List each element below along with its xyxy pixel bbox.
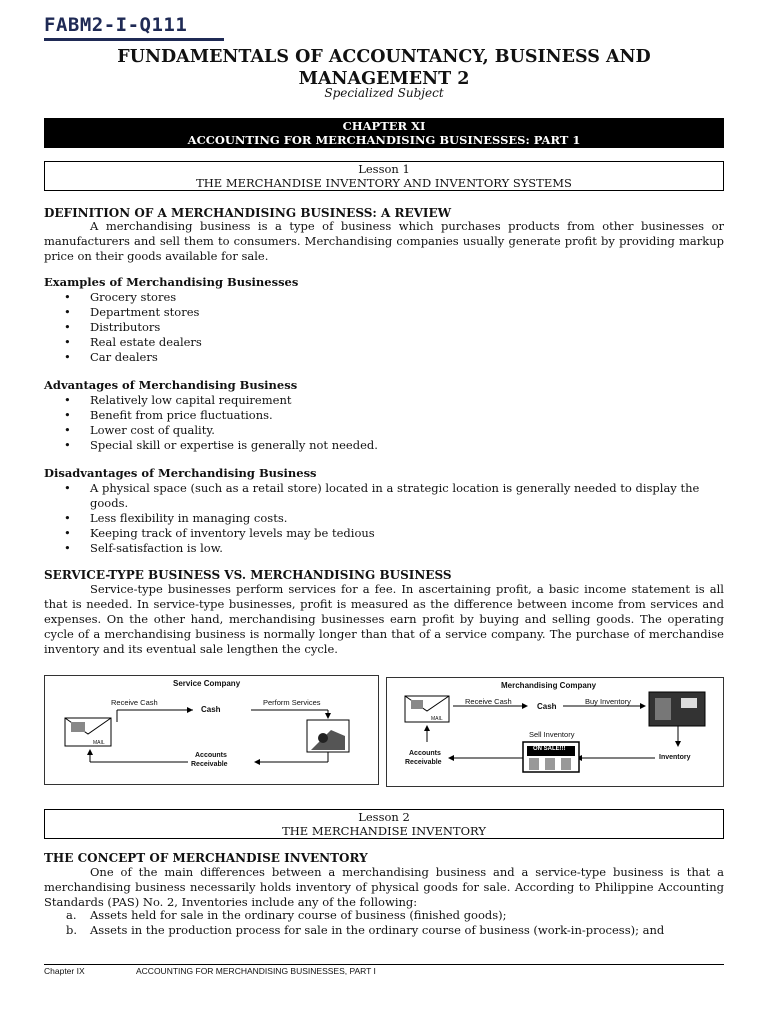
inventory-types-list — [44, 908, 724, 938]
merch-mail-label: MAIL — [431, 716, 443, 722]
concept-paragraph — [44, 865, 724, 910]
footer-title: ACCOUNTING FOR MERCHANDISING BUSINESSES, PART I — [136, 966, 376, 976]
lesson-1-box — [44, 161, 724, 191]
list-item: • Lower cost of quality. — [64, 423, 215, 437]
chapter-title: ACCOUNTING FOR MERCHANDISING BUSINESSES: PART 1 — [187, 133, 581, 147]
document-title-line-1: FUNDAMENTALS OF ACCOUNTANCY, BUSINESS AND — [117, 47, 651, 67]
merch-accounts-receivable-2: Receivable — [405, 759, 442, 766]
merch-receive-cash-label: Receive Cash — [465, 697, 512, 706]
chapter-number: CHAPTER XI — [342, 119, 426, 133]
footer-rule — [44, 964, 724, 965]
lesson-2-box — [44, 809, 724, 839]
comparison-text: Service-type businesses perform services for a fee. In ascertaining profit, a basic income statement is all that is needed. In service-type businesses, profit is measured as the difference between income from services and expenses. On the other hand, merchandising businesses earn profit by buying and selling goods. The operating cycle of a merchandising business is normally longer than that of a service company. The purchase of merchandise inventory and its eventual sale lengthen the cycle. — [44, 582, 724, 656]
lesson-2-label: Lesson 2 — [358, 810, 410, 824]
chapter-banner — [44, 118, 724, 148]
service-cash-label: Cash — [201, 705, 221, 714]
merch-sell-inventory-label: Sell Inventory — [529, 730, 575, 739]
list-item: a. Assets held for sale in the ordinary course of business (finished goods); — [66, 908, 507, 922]
service-accounts-receivable-1: Accounts — [195, 752, 227, 759]
service-diagram-title: Service Company — [173, 679, 241, 688]
merch-buy-inventory-label: Buy Inventory — [585, 697, 631, 706]
definition-heading: DEFINITION OF A MERCHANDISING BUSINESS: A REVIEW — [44, 206, 452, 220]
examples-heading: Examples of Merchandising Businesses — [44, 275, 299, 289]
list-item: • Grocery stores — [64, 290, 177, 304]
definition-text: A merchandising business is a type of business which purchases products from other businesses or manufacturers and sell them to consumers. Merchandising companies usually generate profit by providing markup price on their goods available for sale. — [44, 219, 724, 263]
code-underline — [44, 38, 224, 41]
list-item: • Self-satisfaction is low. — [64, 541, 223, 555]
list-item: b. Assets in the production process for sale in the ordinary course of business (work-in-process); and — [66, 923, 665, 937]
merch-inventory-label: Inventory — [659, 754, 691, 761]
comparison-paragraph — [44, 582, 724, 657]
service-company-diagram — [44, 675, 379, 785]
document-title-line-2: MANAGEMENT 2 — [298, 69, 470, 89]
concept-text: One of the main differences between a merchandising business and a service-type business is that a merchandising business necessarily holds inventory of physical goods for sale. According to Philippine Accounting Standards (PAS) No. 2, Inventories include any of the following: — [44, 865, 724, 909]
lesson-1-title: THE MERCHANDISE INVENTORY AND INVENTORY SYSTEMS — [196, 175, 572, 190]
list-item: • Less flexibility in managing costs. — [64, 511, 288, 525]
list-item: • A physical space (such as a retail store) located in a strategic location is generally needed to display the goods. — [64, 481, 700, 510]
definition-paragraph — [44, 219, 724, 264]
merch-on-sale-label: ON SALE!!! — [533, 746, 566, 752]
list-item: • Real estate dealers — [64, 335, 202, 349]
lesson-1-label: Lesson 1 — [358, 162, 410, 176]
course-code: FABM2-I-Q111 — [44, 14, 188, 36]
footer-chapter: Chapter IX — [44, 966, 85, 976]
merchandising-company-diagram — [386, 677, 724, 787]
list-item: • Special skill or expertise is generally not needed. — [64, 438, 378, 452]
merchandising-diagram-title: Merchandising Company — [501, 681, 597, 690]
examples-list — [44, 290, 724, 365]
merch-accounts-receivable-1: Accounts — [409, 750, 441, 757]
service-receive-cash-label: Receive Cash — [111, 698, 158, 707]
list-item: • Keeping track of inventory levels may be tedious — [64, 526, 375, 540]
merch-cash-label: Cash — [537, 702, 557, 711]
service-perform-services-label: Perform Services — [263, 698, 321, 707]
list-item: • Car dealers — [64, 350, 158, 364]
list-item: • Relatively low capital requirement — [64, 393, 292, 407]
service-accounts-receivable-2: Receivable — [191, 761, 228, 768]
disadvantages-list — [44, 481, 724, 556]
service-mail-label: MAIL — [93, 740, 105, 746]
lesson-2-title: THE MERCHANDISE INVENTORY — [282, 823, 486, 838]
comparison-heading: SERVICE-TYPE BUSINESS VS. MERCHANDISING BUSINESS — [44, 568, 452, 582]
list-item: • Distributors — [64, 320, 161, 334]
advantages-list — [44, 393, 724, 453]
advantages-heading: Advantages of Merchandising Business — [44, 378, 298, 392]
document-subtitle: Specialized Subject — [324, 86, 444, 100]
concept-heading: THE CONCEPT OF MERCHANDISE INVENTORY — [44, 851, 368, 865]
list-item: • Benefit from price fluctuations. — [64, 408, 273, 422]
disadvantages-heading: Disadvantages of Merchandising Business — [44, 466, 317, 480]
list-item: • Department stores — [64, 305, 200, 319]
